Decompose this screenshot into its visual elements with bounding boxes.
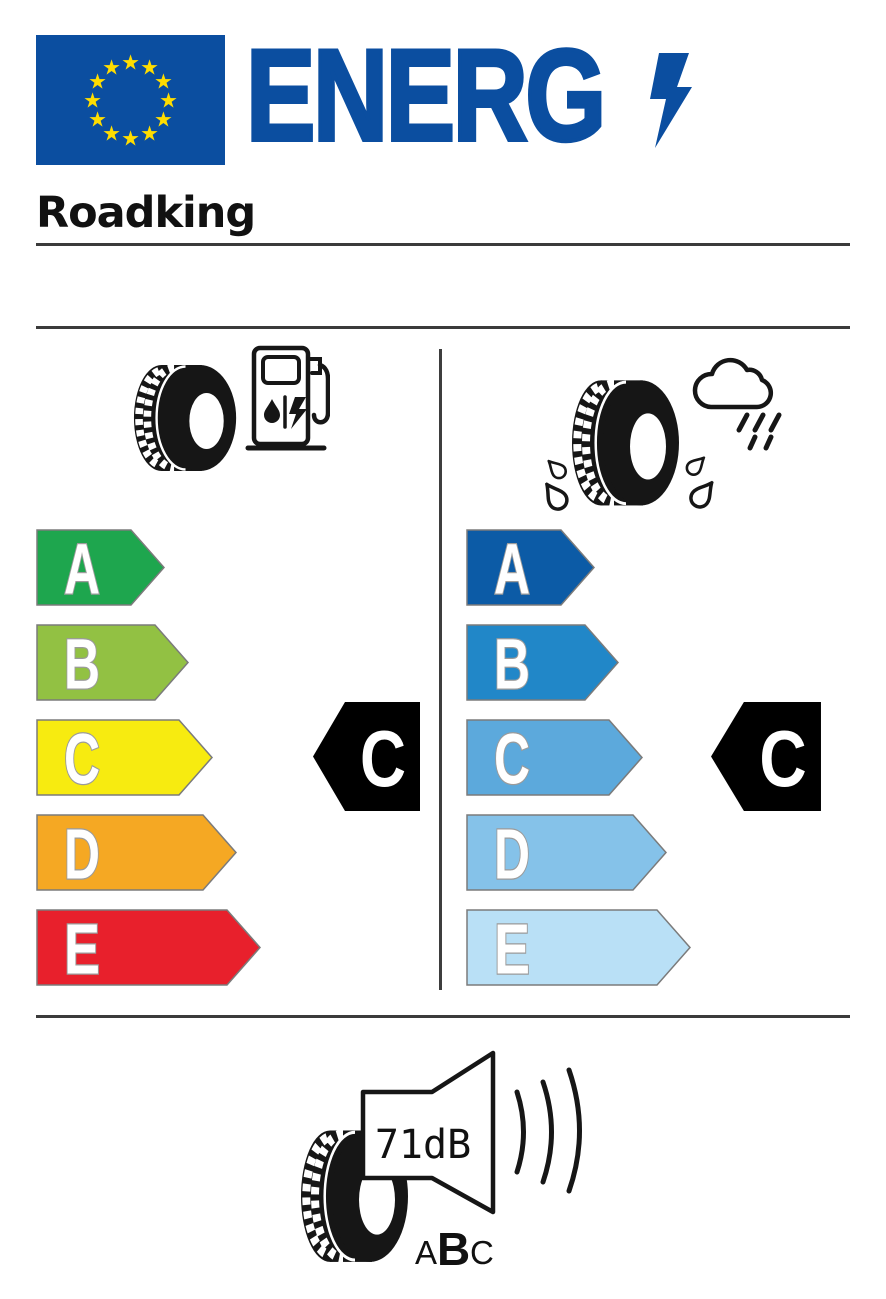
eu-star-icon: ★ <box>153 107 173 132</box>
sound-waves-icon <box>517 1070 580 1191</box>
fuel-rating-letter: C <box>360 714 406 803</box>
tire-fuel-pump-icon <box>130 345 330 475</box>
eu-star-icon: ★ <box>121 50 140 75</box>
eu-star-icon: ★ <box>83 88 102 113</box>
divider-line-section <box>36 326 850 329</box>
grade-arrow-a <box>36 529 264 606</box>
divider-line-bottom <box>36 1015 850 1018</box>
noise-value: 71dB <box>374 1122 472 1168</box>
lightning-bolt-icon <box>648 53 692 148</box>
grade-letter-d: D <box>494 815 530 891</box>
noise-class-b-highlighted: B <box>437 1223 471 1275</box>
eu-star-icon: ★ <box>140 121 159 146</box>
grade-arrow-e <box>466 909 694 986</box>
grade-letter-a: A <box>494 530 530 606</box>
grade-letter-a: A <box>64 530 100 606</box>
brand-name: Roadking <box>36 188 256 238</box>
tire-noise-speaker-icon <box>280 1040 620 1299</box>
grade-letter-b: B <box>494 625 530 701</box>
grade-arrow-c <box>36 719 264 796</box>
grade-arrow-e <box>36 909 264 986</box>
eu-star-icon: ★ <box>102 55 121 80</box>
wet-rating-cursor <box>710 701 822 812</box>
fuel-efficiency-scale <box>36 529 264 986</box>
grade-arrow-d <box>36 814 264 891</box>
grade-arrow-c <box>466 719 694 796</box>
grade-letter-e: E <box>64 910 100 986</box>
grade-letter-e: E <box>494 910 530 986</box>
grade-arrow-b <box>466 624 694 701</box>
divider-line-top <box>36 243 850 246</box>
tire-rain-cloud-icon <box>545 350 785 522</box>
eu-star-icon: ★ <box>153 69 173 94</box>
scale-separator-line <box>439 349 442 990</box>
eu-star-icon: ★ <box>88 107 108 132</box>
grade-letter-c: C <box>64 720 100 796</box>
eu-star-icon: ★ <box>140 55 159 80</box>
eu-star-icon: ★ <box>102 121 121 146</box>
noise-class-c: C <box>470 1234 494 1271</box>
eu-star-icon: ★ <box>121 126 140 151</box>
fuel-rating-cursor <box>312 701 421 812</box>
grade-letter-b: B <box>64 625 100 701</box>
grade-arrow-a <box>466 529 694 606</box>
noise-class-a: A <box>415 1234 438 1271</box>
wet-grip-scale <box>466 529 694 986</box>
grade-arrow-b <box>36 624 264 701</box>
energ-logo-text: ENERG <box>246 22 604 168</box>
grade-letter-c: C <box>494 720 530 796</box>
wet-rating-letter: C <box>759 714 807 804</box>
eu-star-icon: ★ <box>159 88 178 113</box>
grade-arrow-d <box>466 814 694 891</box>
eu-flag-icon <box>36 35 225 165</box>
eu-star-icon: ★ <box>88 69 108 94</box>
grade-letter-d: D <box>64 815 100 891</box>
